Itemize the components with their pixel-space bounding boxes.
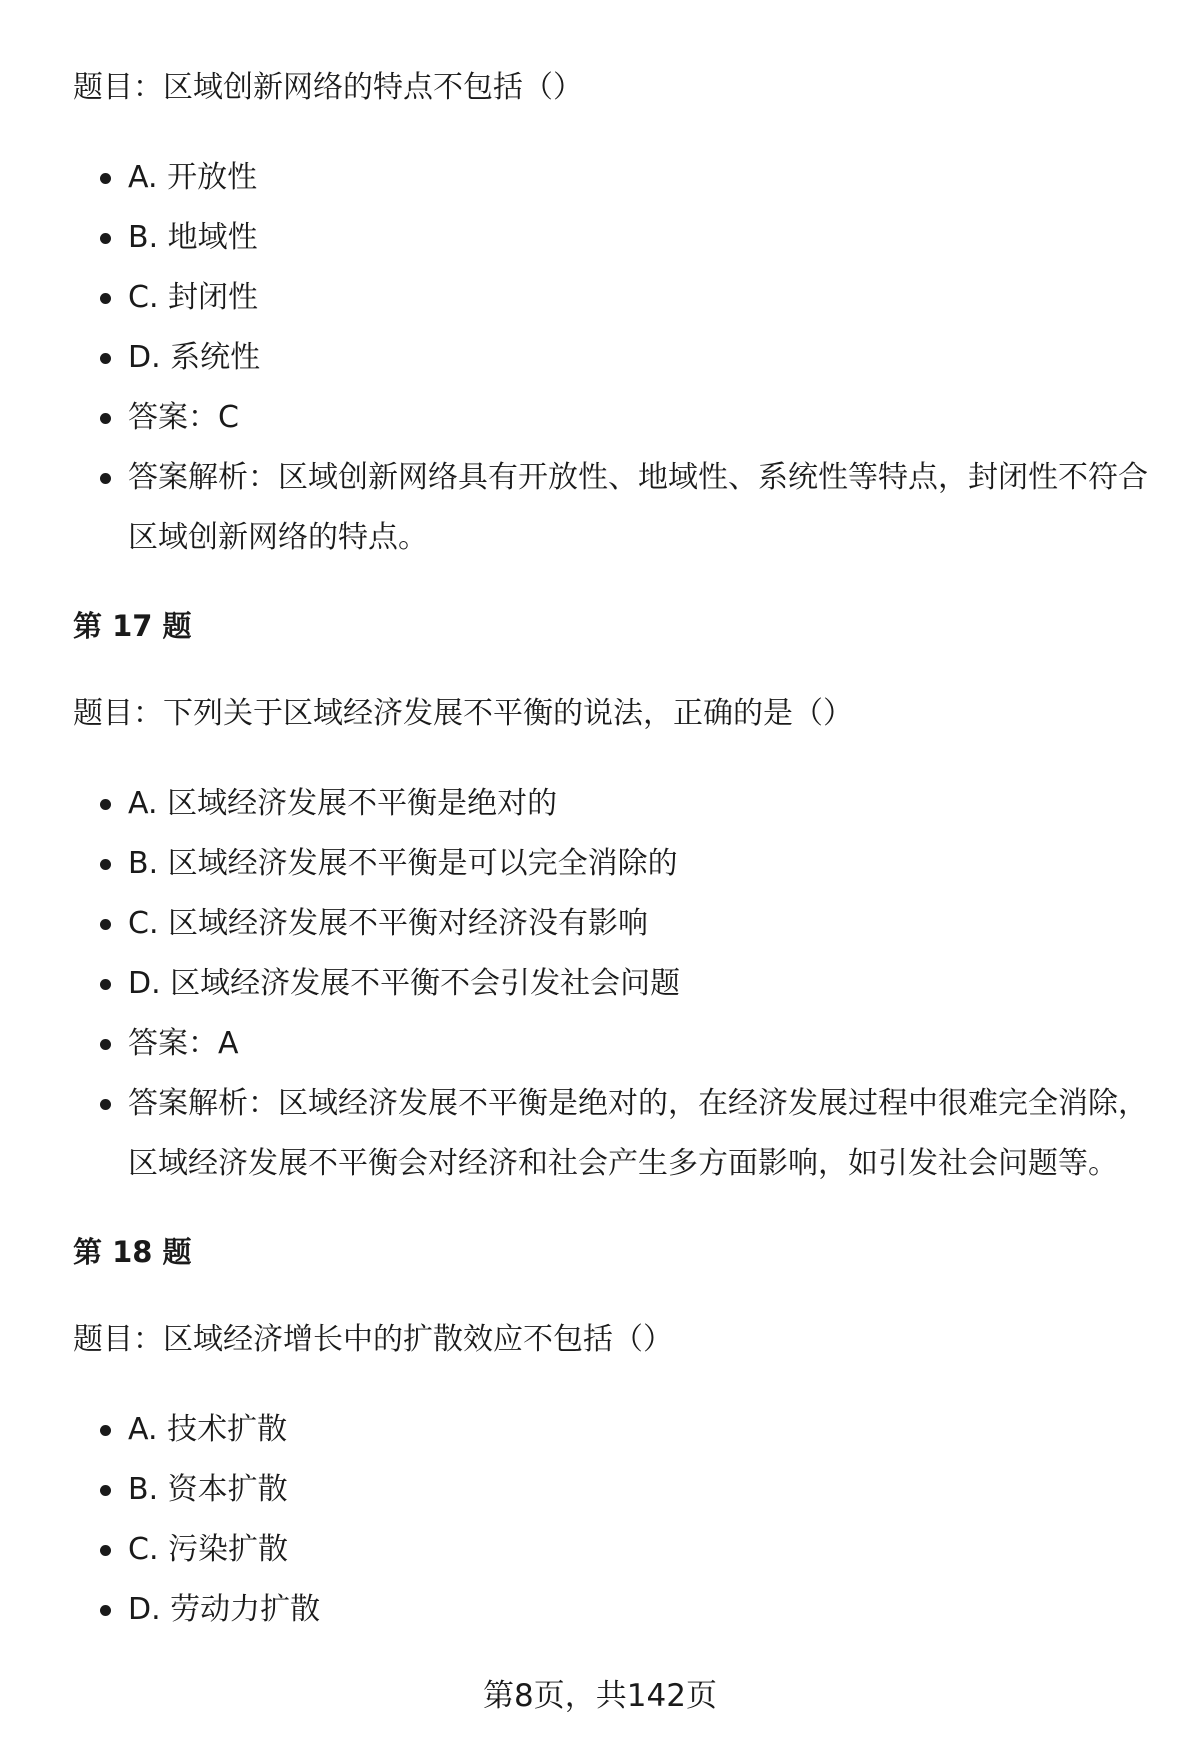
option-text: B. 地域性 [128, 220, 258, 255]
option-text: C. 封闭性 [128, 280, 259, 315]
explanation-text: 答案解析：区域经济发展不平衡是绝对的，在经济发展过程中很难完全消除，区域经济发展不平衡会对经济和社会产生多方面影响，如引发社会问题等。 [128, 1086, 1148, 1181]
answer-explanation [73, 448, 1153, 568]
question-heading: 第 17 题 [73, 609, 192, 643]
bullet-icon [100, 979, 111, 990]
option-text: B. 资本扩散 [128, 1472, 288, 1507]
question-18-options [73, 1400, 1153, 1640]
question-stem: 题目：下列关于区域经济发展不平衡的说法，正确的是（） [73, 696, 853, 731]
option-text: D. 劳动力扩散 [128, 1592, 321, 1627]
option-text: A. 区域经济发展不平衡是绝对的 [128, 786, 558, 821]
option-text: A. 开放性 [128, 160, 258, 195]
answer-text: 答案：C [128, 400, 239, 435]
bullet-icon [100, 173, 111, 184]
option-a [73, 774, 1153, 834]
bullet-icon [100, 413, 111, 424]
option-a [73, 148, 1153, 208]
answer-text: 答案：A [128, 1026, 239, 1061]
bullet-icon [100, 799, 111, 810]
answer [73, 1014, 1153, 1074]
question-17-options [73, 774, 1153, 1194]
answer-explanation [73, 1074, 1153, 1194]
bullet-icon [100, 1099, 111, 1110]
page-number-footer: 第8页，共142页 [483, 1678, 717, 1714]
question-stem: 题目：区域创新网络的特点不包括（） [73, 70, 583, 105]
bullet-icon [100, 1039, 111, 1050]
bullet-icon [100, 1485, 111, 1496]
bullet-icon [100, 1605, 111, 1616]
option-c [73, 894, 1153, 954]
question-heading: 第 18 题 [73, 1235, 192, 1269]
option-c [73, 1520, 1153, 1580]
option-a [73, 1400, 1153, 1460]
bullet-icon [100, 919, 111, 930]
option-text: D. 系统性 [128, 340, 261, 375]
bullet-icon [100, 1425, 111, 1436]
bullet-icon [100, 859, 111, 870]
option-d [73, 1580, 1153, 1640]
bullet-icon [100, 233, 111, 244]
question-17-heading-block [73, 606, 1153, 646]
bullet-icon [100, 353, 111, 364]
option-text: B. 区域经济发展不平衡是可以完全消除的 [128, 846, 678, 881]
option-text: C. 区域经济发展不平衡对经济没有影响 [128, 906, 649, 941]
explanation-text: 答案解析：区域创新网络具有开放性、地域性、系统性等特点，封闭性不符合区域创新网络的特点。 [128, 460, 1148, 555]
question-18 [73, 1320, 1153, 1360]
option-b [73, 1460, 1153, 1520]
bullet-icon [100, 1545, 111, 1556]
question-16-options [73, 148, 1153, 568]
bullet-icon [100, 293, 111, 304]
option-text: A. 技术扩散 [128, 1412, 288, 1447]
option-d [73, 954, 1153, 1014]
option-d [73, 328, 1153, 388]
option-text: C. 污染扩散 [128, 1532, 289, 1567]
question-18-heading-block [73, 1232, 1153, 1272]
option-text: D. 区域经济发展不平衡不会引发社会问题 [128, 966, 681, 1001]
option-b [73, 834, 1153, 894]
option-b [73, 208, 1153, 268]
question-16 [73, 68, 1153, 108]
answer [73, 388, 1153, 448]
bullet-icon [100, 473, 111, 484]
option-c [73, 268, 1153, 328]
question-stem: 题目：区域经济增长中的扩散效应不包括（） [73, 1322, 673, 1357]
question-17 [73, 694, 1153, 734]
